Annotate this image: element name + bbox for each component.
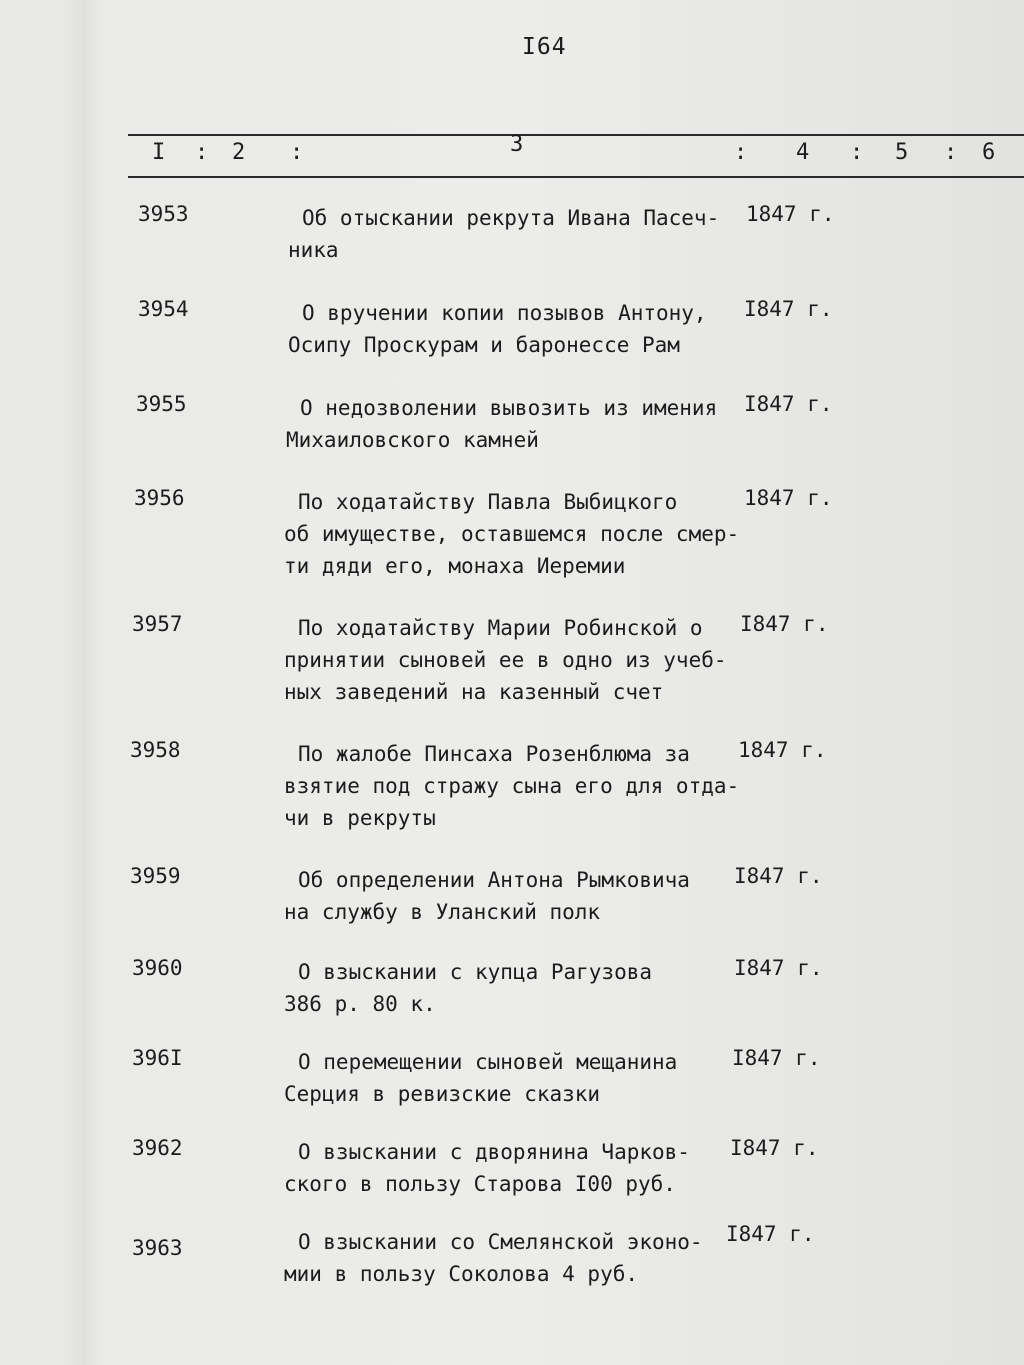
- entry-number: 3954: [138, 297, 189, 321]
- entry-number: 3953: [138, 202, 189, 226]
- entry-description-line: ти дяди его, монаха Иеремии: [284, 554, 626, 578]
- entry-description: [284, 1136, 768, 1200]
- entry-description-line: О взыскании с дворянина Чарков-: [298, 1140, 690, 1164]
- entry-number: 3956: [134, 486, 185, 510]
- entry-year: I847 г.: [734, 864, 823, 888]
- column-separator: :: [850, 140, 864, 165]
- entry-year: 1847 г.: [746, 202, 835, 226]
- entry-number: 3955: [136, 392, 187, 416]
- entry-number: 3957: [132, 612, 183, 636]
- entry-description-line: ных заведений на казенный счет: [284, 680, 664, 704]
- entry-year: I847 г.: [744, 297, 833, 321]
- entry-description: [284, 1046, 768, 1110]
- entry-description-line: на службу в Уланский полк: [284, 900, 601, 924]
- column-separator: :: [195, 140, 209, 165]
- entry-number: 3960: [132, 956, 183, 980]
- entry-year: 1847 г.: [744, 486, 833, 510]
- entry-number: 3959: [130, 864, 181, 888]
- entry-description-line: ника: [288, 238, 339, 262]
- entry-description: [284, 956, 768, 1020]
- entry-description-line: По ходатайству Павла Выбицкого: [298, 490, 678, 514]
- entry-description-line: По жалобе Пинсаха Розенблюма за: [298, 742, 690, 766]
- entry-year: 1847 г.: [738, 738, 827, 762]
- entry-description-line: чи в рекруты: [284, 806, 436, 830]
- entry-description-line: О взыскании с купца Рагузова: [298, 960, 653, 984]
- entry-description-line: О взыскании со Смелянской эконо-: [298, 1230, 703, 1254]
- entry-description: [284, 612, 768, 708]
- entry-description-line: об имуществе, оставшемся после смер-: [284, 522, 740, 546]
- entry-description: [284, 738, 768, 834]
- entry-description-line: О вручении копии позывов Антону,: [302, 301, 707, 325]
- entry-description-line: ского в пользу Старова I00 руб.: [284, 1172, 676, 1196]
- entry-year: I847 г.: [732, 1046, 821, 1070]
- entry-year: I847 г.: [730, 1136, 819, 1160]
- entry-number: 3958: [130, 738, 181, 762]
- entry-description-line: взятие под стражу сына его для отда-: [284, 774, 740, 798]
- column-header-1: I: [152, 140, 166, 165]
- column-header-6: 6: [982, 140, 996, 165]
- entry-year: I847 г.: [740, 612, 829, 636]
- column-header-2: 2: [232, 140, 246, 165]
- entry-year: I847 г.: [734, 956, 823, 980]
- entry-number: 3963: [132, 1236, 183, 1260]
- entry-description: [286, 392, 770, 456]
- entry-description-line: Серция в ревизские сказки: [284, 1082, 601, 1106]
- page-number: I64: [522, 34, 567, 60]
- column-header-3: 3: [510, 132, 524, 157]
- column-header-4: 4: [796, 140, 810, 165]
- entry-year: I847 г.: [744, 392, 833, 416]
- entry-description: [284, 486, 768, 582]
- column-header-5: 5: [895, 140, 909, 165]
- entry-description: [288, 202, 772, 266]
- entry-description-line: По ходатайству Марии Робинской о: [298, 616, 703, 640]
- entry-number: 396I: [132, 1046, 183, 1070]
- entry-description-line: Осипу Проскурам и баронессе Рам: [288, 333, 680, 357]
- entry-description-line: принятии сыновей ее в одно из учеб-: [284, 648, 727, 672]
- entry-description-line: О недозволении вывозить из имения: [300, 396, 718, 420]
- column-separator: :: [290, 140, 304, 165]
- column-separator: :: [734, 140, 748, 165]
- entry-description-line: Михаиловского камней: [286, 428, 539, 452]
- entry-description-line: О перемещении сыновей мещанина: [298, 1050, 678, 1074]
- entry-description: [284, 864, 768, 928]
- entry-year: I847 г.: [726, 1222, 815, 1246]
- column-separator: :: [944, 140, 958, 165]
- entry-description: [288, 297, 772, 361]
- entry-description-line: Об определении Антона Рымковича: [298, 868, 690, 892]
- entry-number: 3962: [132, 1136, 183, 1160]
- entry-description-line: мии в пользу Соколова 4 руб.: [284, 1262, 639, 1286]
- entry-description-line: Об отыскании рекрута Ивана Пасеч-: [302, 206, 720, 230]
- entry-description: [284, 1226, 768, 1290]
- entry-description-line: 386 р. 80 к.: [284, 992, 436, 1016]
